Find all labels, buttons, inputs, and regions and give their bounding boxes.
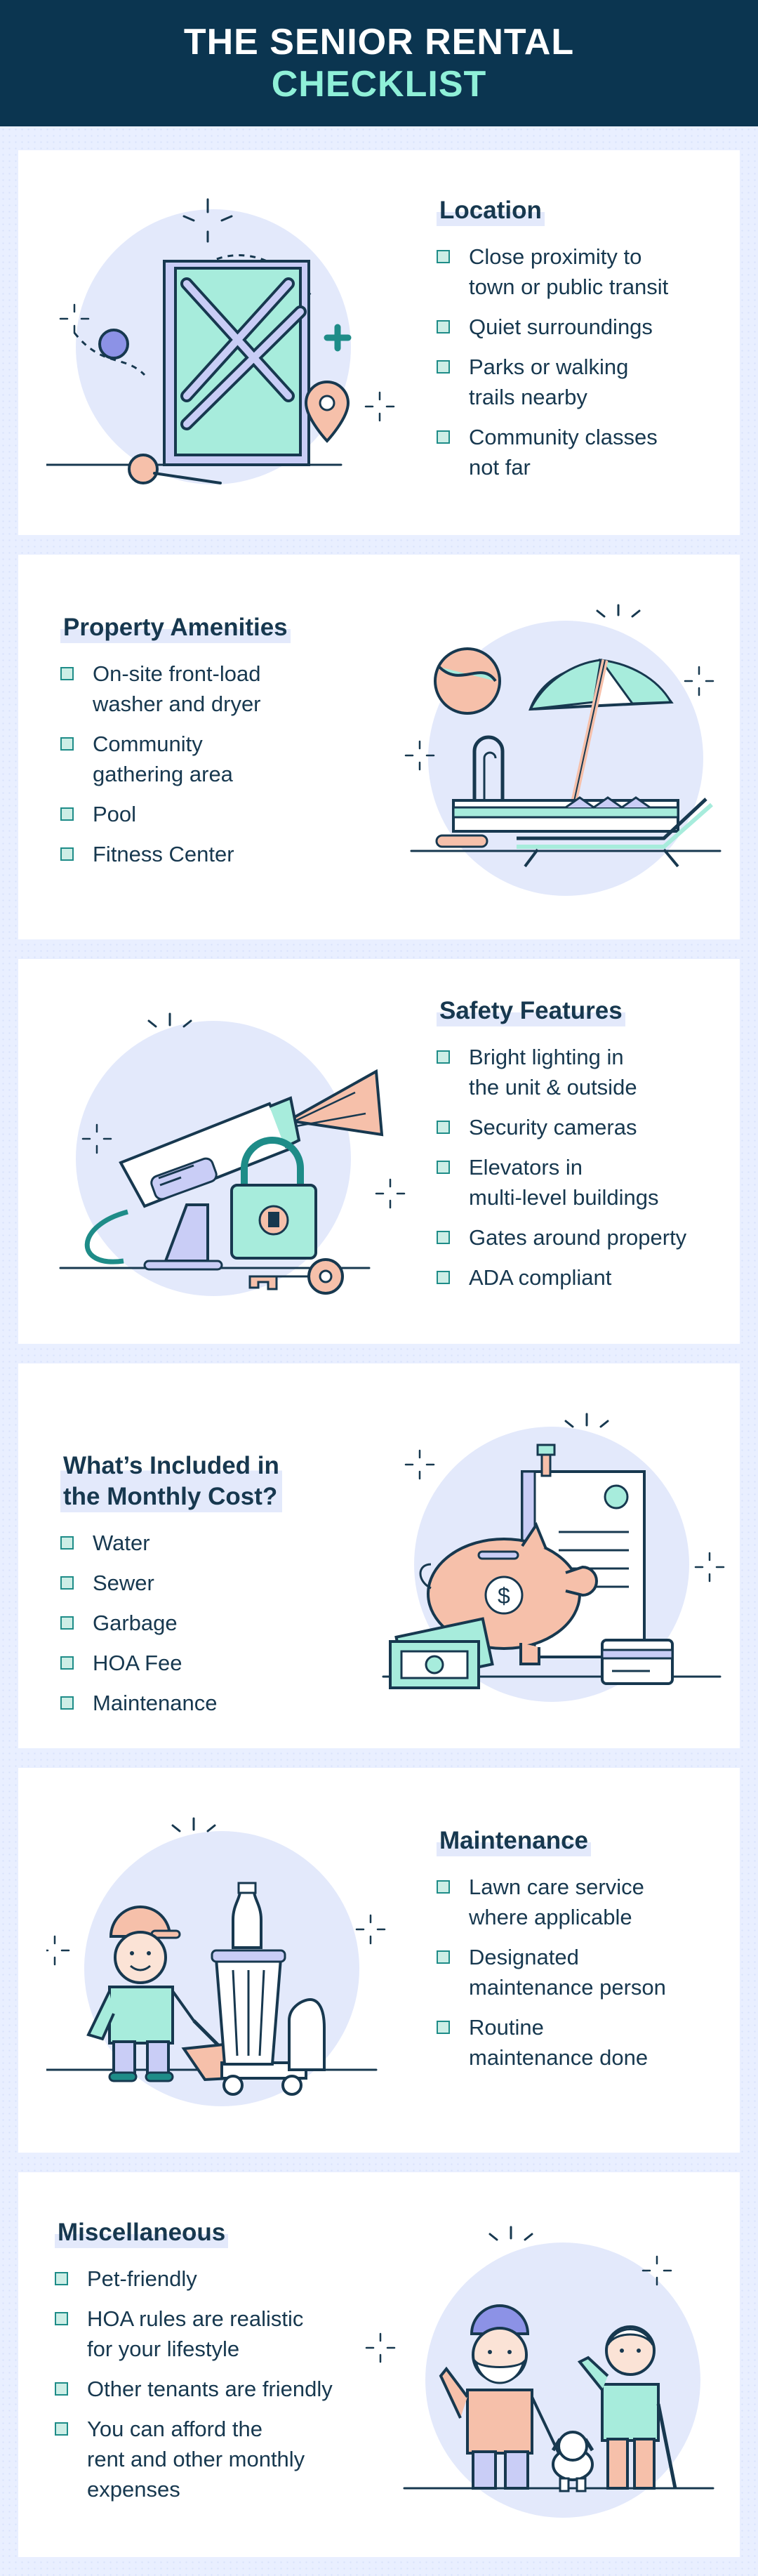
section-title-text: Maintenance [439,1827,588,1854]
checklist-item [437,422,731,482]
checklist-item [60,729,390,789]
checklist-item-label: ADA compliant [469,1265,612,1290]
section-miscellaneous-text [55,2217,399,2514]
section-title-text: Miscellaneous [58,2219,226,2246]
checklist-item-label: Designated maintenance person [469,1945,666,2000]
header-banner [0,0,758,126]
checkbox-icon [60,1616,74,1630]
section-title-safety [437,996,625,1026]
checklist-item [437,1042,731,1102]
checklist-item [437,1222,731,1253]
checklist-item-label: HOA Fee [93,1651,182,1675]
section-title-location [437,195,545,226]
checkbox-icon [55,2382,68,2396]
checkbox-icon [60,737,74,751]
section-maintenance-text [437,1825,731,2082]
checklist-item-label: Maintenance [93,1691,218,1715]
section-monthly-cost-card [18,1363,740,1748]
checkbox-icon [55,2422,68,2436]
checklist-item [60,1528,390,1558]
checklist-item-label: Lawn care service where applicable [469,1875,644,1929]
checklist-item-label: Parks or walking trails nearby [469,355,629,409]
piggy-bank-bills-icon [355,1406,734,1715]
checklist-item [55,2264,399,2294]
checkbox-icon [55,2312,68,2325]
section-title-text: Property Amenities [63,614,288,641]
section-title-monthly-cost [60,1420,282,1512]
checkbox-icon [60,1536,74,1550]
section-safety-card [18,959,740,1344]
checkbox-icon [437,2021,450,2034]
checklist-item-label: Close proximity to town or public transit [469,244,669,299]
checklist-item [437,1942,731,2002]
checklist-item [60,839,390,869]
checkbox-icon [55,2272,68,2285]
checklist-location [437,242,731,482]
checklist-maintenance [437,1872,731,2073]
seniors-dog-icon [362,2221,734,2530]
checklist-item-label: Community classes not far [469,425,658,480]
checklist-item-label: Other tenants are friendly [87,2377,333,2401]
section-location-card [18,150,740,535]
header-title-line1: THE SENIOR RENTAL [183,22,575,62]
checklist-item-label: Water [93,1531,150,1555]
section-title-amenities [60,612,291,643]
checklist-item [55,2374,399,2404]
checkbox-icon [437,1231,450,1244]
checklist-item [60,1568,390,1598]
section-amenities-text [60,612,390,879]
header-title-line2: CHECKLIST [271,64,487,105]
checklist-item [437,352,731,412]
checklist-item-label: Garbage [93,1611,178,1635]
checklist-item-label: Bright lighting in the unit & outside [469,1045,637,1099]
svg-text:$: $ [498,1583,510,1609]
map-location-icon [46,192,411,501]
checkbox-icon [437,1121,450,1134]
checklist-item-label: Quiet surroundings [469,315,653,339]
checklist-item [437,1152,731,1213]
section-title-maintenance [437,1825,591,1856]
checklist-item-label: Gates around property [469,1225,687,1250]
checkbox-icon [437,360,450,374]
section-title-text: What’s Included in the Monthly Cost? [63,1452,279,1510]
checkbox-icon [60,1656,74,1670]
checklist-item [60,1688,390,1718]
checkbox-icon [60,847,74,861]
checklist-item-label: Pet-friendly [87,2266,197,2291]
checklist-item [60,659,390,719]
checkbox-icon [60,667,74,680]
checklist-safety [437,1042,731,1293]
security-camera-lock-icon [46,1001,411,1310]
section-monthly-cost-text [60,1420,390,1728]
checklist-item [437,312,731,342]
section-miscellaneous-card [18,2172,740,2557]
checklist-item [55,2304,399,2364]
checklist-item [437,1872,731,1932]
checklist-item [437,1262,731,1293]
checklist-amenities [60,659,390,869]
checklist-miscellaneous [55,2264,399,2504]
checkbox-icon [60,807,74,821]
checklist-item [437,2012,731,2073]
checkbox-icon [437,1050,450,1064]
section-location-text [437,195,731,492]
checklist-item-label: HOA rules are realistic for your lifestyle [87,2306,304,2361]
checkbox-icon [437,1271,450,1284]
section-safety-text [437,996,731,1302]
checklist-item-label: Security cameras [469,1115,637,1140]
worker-lawnmower-icon [46,1810,411,2119]
checklist-item [437,242,731,302]
section-amenities-card [18,555,740,939]
checkbox-icon [437,1950,450,1964]
checklist-item [437,1112,731,1142]
checkbox-icon [437,250,450,263]
checkbox-icon [60,1576,74,1590]
pool-umbrella-icon [369,597,734,906]
checklist-item [60,1608,390,1638]
checkbox-icon [437,1161,450,1174]
checklist-item-label: On-site front-load washer and dryer [93,661,261,716]
checklist-item [60,1648,390,1678]
checklist-item-label: Sewer [93,1571,154,1595]
checklist-item-label: Pool [93,802,137,826]
checklist-item [55,2414,399,2504]
checkbox-icon [60,1696,74,1710]
section-title-text: Safety Features [439,997,623,1024]
checklist-item-label: Routine maintenance done [469,2015,649,2070]
checklist-item-label: Elevators in multi-level buildings [469,1155,659,1210]
section-title-text: Location [439,197,542,224]
checklist-item [60,799,390,829]
checkbox-icon [437,320,450,333]
checklist-item-label: Fitness Center [93,842,234,866]
checklist-monthly-cost [60,1528,390,1718]
checkbox-icon [437,1880,450,1894]
checklist-item-label: You can afford the rent and other monthly expenses [87,2417,305,2502]
section-maintenance-card [18,1768,740,2153]
checkbox-icon [437,430,450,444]
section-title-miscellaneous [55,2217,228,2248]
checklist-item-label: Community gathering area [93,732,233,786]
